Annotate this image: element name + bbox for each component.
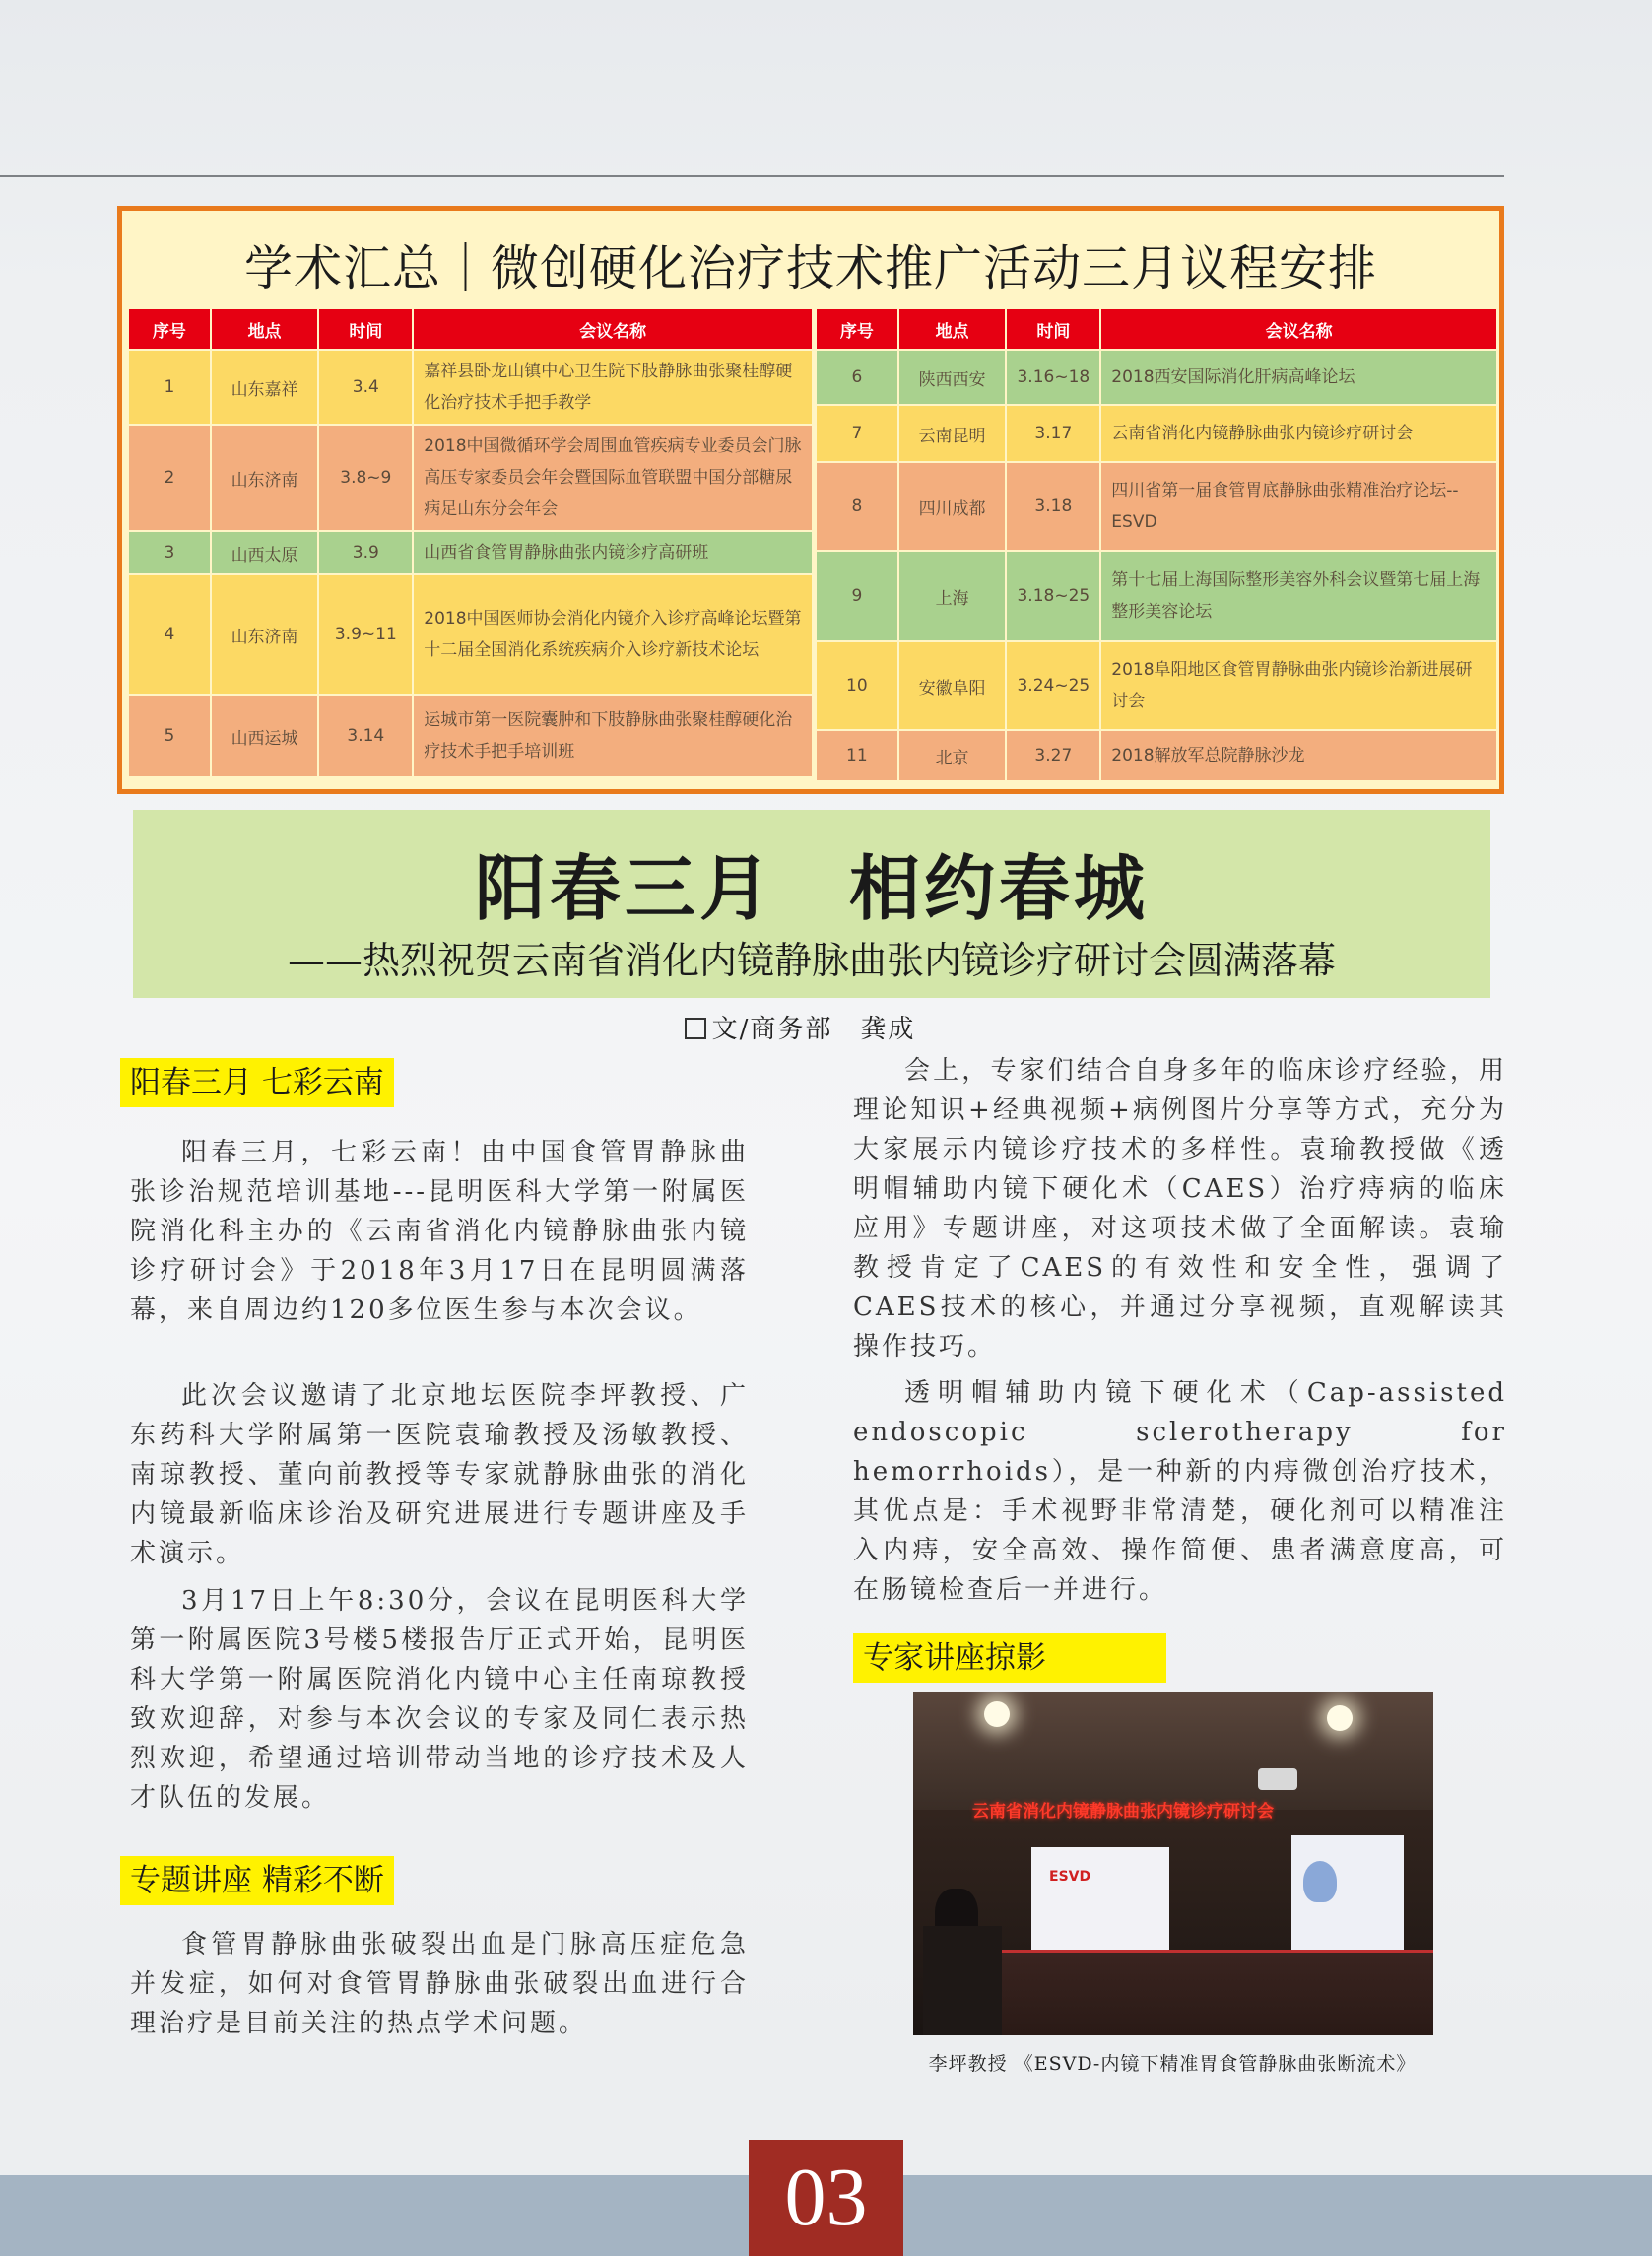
- col-header-place: 地点: [211, 308, 319, 350]
- row-time: 3.14: [318, 695, 413, 777]
- table-row: [816, 551, 1497, 641]
- projection-screen: [1291, 1835, 1404, 1957]
- row-meeting-name: 四川省第一届食管胃底静脉曲张精准治疗论坛--ESVD: [1100, 462, 1497, 551]
- row-time: 3.9~11: [318, 574, 413, 695]
- row-meeting-name: 2018西安国际消化肝病高峰论坛: [1100, 350, 1497, 405]
- row-meeting-name: 第十七届上海国际整形美容外科会议暨第七届上海整形美容论坛: [1100, 551, 1497, 641]
- row-place: 安徽阜阳: [898, 641, 1007, 730]
- photo-caption: 李坪教授 《ESVD-内镜下精准胃食管静脉曲张断流术》: [928, 2053, 1417, 2075]
- lecture-photo: [913, 1692, 1433, 2035]
- byline-text: 文/商务部 龚成: [711, 1015, 916, 1044]
- table-row: [816, 730, 1497, 781]
- byline: [0, 1009, 1600, 1045]
- row-no: 10: [816, 641, 898, 730]
- schedule-table-right: [815, 307, 1498, 782]
- projection-screen: [1031, 1847, 1169, 1965]
- row-no: 11: [816, 730, 898, 781]
- row-no: 5: [128, 695, 211, 777]
- table-row: [128, 531, 813, 574]
- page-number: 03: [749, 2140, 903, 2256]
- paragraph: 此次会议邀请了北京地坛医院李坪教授、广东药科大学附属第一医院袁瑜教授及汤敏教授、南琼教授、董向前教授等专家就静脉曲张的消化内镜最新临床诊治及研究进展进行专题讲座及手术演示。: [130, 1381, 749, 1568]
- section-heading: 专家讲座掠影: [853, 1633, 1166, 1683]
- slide-title: ESVD: [1049, 1869, 1091, 1885]
- row-meeting-name: 嘉祥县卧龙山镇中心卫生院下肢静脉曲张聚桂醇硬化治疗技术手把手教学: [413, 350, 813, 425]
- row-time: 3.18: [1006, 462, 1100, 551]
- desk: [1002, 1950, 1433, 2035]
- article-banner: [133, 810, 1490, 998]
- row-place: 四川成都: [898, 462, 1007, 551]
- row-place: 云南昆明: [898, 405, 1007, 462]
- row-time: 3.9: [318, 531, 413, 574]
- row-no: 8: [816, 462, 898, 551]
- row-meeting-name: 山西省食管胃静脉曲张内镜诊疗高研班: [413, 531, 813, 574]
- schedule-table-left: [127, 307, 814, 778]
- row-no: 9: [816, 551, 898, 641]
- row-no: 7: [816, 405, 898, 462]
- ceiling-light-icon: [984, 1701, 1010, 1727]
- row-time: 3.27: [1006, 730, 1100, 781]
- row-place: 陕西西安: [898, 350, 1007, 405]
- article-title: 阳春三月 相约春城: [474, 847, 1149, 930]
- ceiling-light-icon: [1327, 1705, 1353, 1731]
- podium: [923, 1926, 1002, 2035]
- row-meeting-name: 2018解放军总院静脉沙龙: [1100, 730, 1497, 781]
- projector-icon: [1258, 1768, 1297, 1790]
- paragraph: 3月17日上午8:30分，会议在昆明医科大学第一附属医院3号楼5楼报告厅正式开始，昆明医科大学第一附属医院消化内镜中心主任南琼教授致欢迎辞，对参与本次会议的专家及同仁表示热烈欢迎，希望通过培训带动当地的诊疗技术及人才队伍的发展。: [130, 1586, 749, 1813]
- table-row: [816, 641, 1497, 730]
- article-subtitle: ——热烈祝贺云南省消化内镜静脉曲张内镜诊疗研讨会圆满落幕: [287, 939, 1336, 982]
- row-meeting-name: 运城市第一医院囊肿和下肢静脉曲张聚桂醇硬化治疗技术手把手培训班: [413, 695, 813, 777]
- row-meeting-name: 2018中国微循环学会周围血管疾病专业委员会门脉高压专家委员会年会暨国际血管联盟中国分部糖尿病足山东分会年会: [413, 425, 813, 531]
- col-header-no: 序号: [128, 308, 211, 350]
- row-place: 北京: [898, 730, 1007, 781]
- schedule-title: 学术汇总｜微创硬化治疗技术推广活动三月议程安排: [243, 240, 1377, 297]
- row-time: 3.4: [318, 350, 413, 425]
- row-place: 上海: [898, 551, 1007, 641]
- col-header-time: 时间: [318, 308, 413, 350]
- paragraph: 会上，专家们结合自身多年的临床诊疗经验，用理论知识+经典视频+病例图片分享等方式，充分为大家展示内镜诊疗技术的多样性。袁瑜教授做《透明帽辅助内镜下硬化术（CAES）治疗痔病的临床应用》专题讲座，对这项技术做了全面解读。袁瑜教授肯定了CAES的有效性和安全性，强调了CAES技术的核心，并通过分享视频，直观解读其操作技巧。: [853, 1056, 1507, 1361]
- table-row: [816, 462, 1497, 551]
- row-place: 山西运城: [211, 695, 319, 777]
- section-heading: 阳春三月 七彩云南: [120, 1058, 394, 1107]
- row-place: 山西太原: [211, 531, 319, 574]
- col-header-name: 会议名称: [413, 308, 813, 350]
- col-header-no: 序号: [816, 308, 898, 350]
- row-time: 3.16~18: [1006, 350, 1100, 405]
- checkbox-square-icon: [685, 1018, 706, 1039]
- top-divider: [0, 175, 1504, 177]
- row-no: 4: [128, 574, 211, 695]
- paragraph: 食管胃静脉曲张破裂出血是门脉高压症危急并发症，如何对食管胃静脉曲张破裂出血进行合理治疗是目前关注的热点学术问题。: [130, 1930, 749, 2038]
- led-banner: 云南省消化内镜静脉曲张内镜诊疗研讨会: [972, 1802, 1274, 1822]
- section-heading: 专题讲座 精彩不断: [120, 1856, 394, 1905]
- row-place: 山东济南: [211, 425, 319, 531]
- row-place: 山东嘉祥: [211, 350, 319, 425]
- table-row: [816, 405, 1497, 462]
- table-row: [816, 350, 1497, 405]
- row-meeting-name: 2018中国医师协会消化内镜介入诊疗高峰论坛暨第十二届全国消化系统疾病介入诊疗新技术论坛: [413, 574, 813, 695]
- table-row: [128, 695, 813, 777]
- row-no: 1: [128, 350, 211, 425]
- schedule-panel: [117, 206, 1504, 794]
- col-header-time: 时间: [1006, 308, 1100, 350]
- row-no: 3: [128, 531, 211, 574]
- col-header-place: 地点: [898, 308, 1007, 350]
- row-time: 3.18~25: [1006, 551, 1100, 641]
- row-meeting-name: 2018阜阳地区食管胃静脉曲张内镜诊治新进展研讨会: [1100, 641, 1497, 730]
- portrait-icon: [1303, 1861, 1337, 1902]
- paragraph: 透明帽辅助内镜下硬化术（Cap-assisted endoscopic sclerotherapy for hemorrhoids），是一种新的内痔微创治疗技术，其优点是：手术视野非常清楚，硬化剂可以精准注入内痔，安全高效、操作简便、患者满意度高，可在肠镜检查后一并进行。: [853, 1378, 1507, 1605]
- col-header-name: 会议名称: [1100, 308, 1497, 350]
- table-row: [128, 574, 813, 695]
- row-place: 山东济南: [211, 574, 319, 695]
- row-no: 2: [128, 425, 211, 531]
- row-time: 3.8~9: [318, 425, 413, 531]
- row-time: 3.24~25: [1006, 641, 1100, 730]
- row-time: 3.17: [1006, 405, 1100, 462]
- row-no: 6: [816, 350, 898, 405]
- row-meeting-name: 云南省消化内镜静脉曲张内镜诊疗研讨会: [1100, 405, 1497, 462]
- paragraph: 阳春三月，七彩云南！由中国食管胃静脉曲张诊治规范培训基地---昆明医科大学第一附属医院消化科主办的《云南省消化内镜静脉曲张内镜诊疗研讨会》于2018年3月17日在昆明圆满落幕，来自周边约120多位医生参与本次会议。: [130, 1138, 749, 1325]
- table-row: [128, 425, 813, 531]
- table-row: [128, 350, 813, 425]
